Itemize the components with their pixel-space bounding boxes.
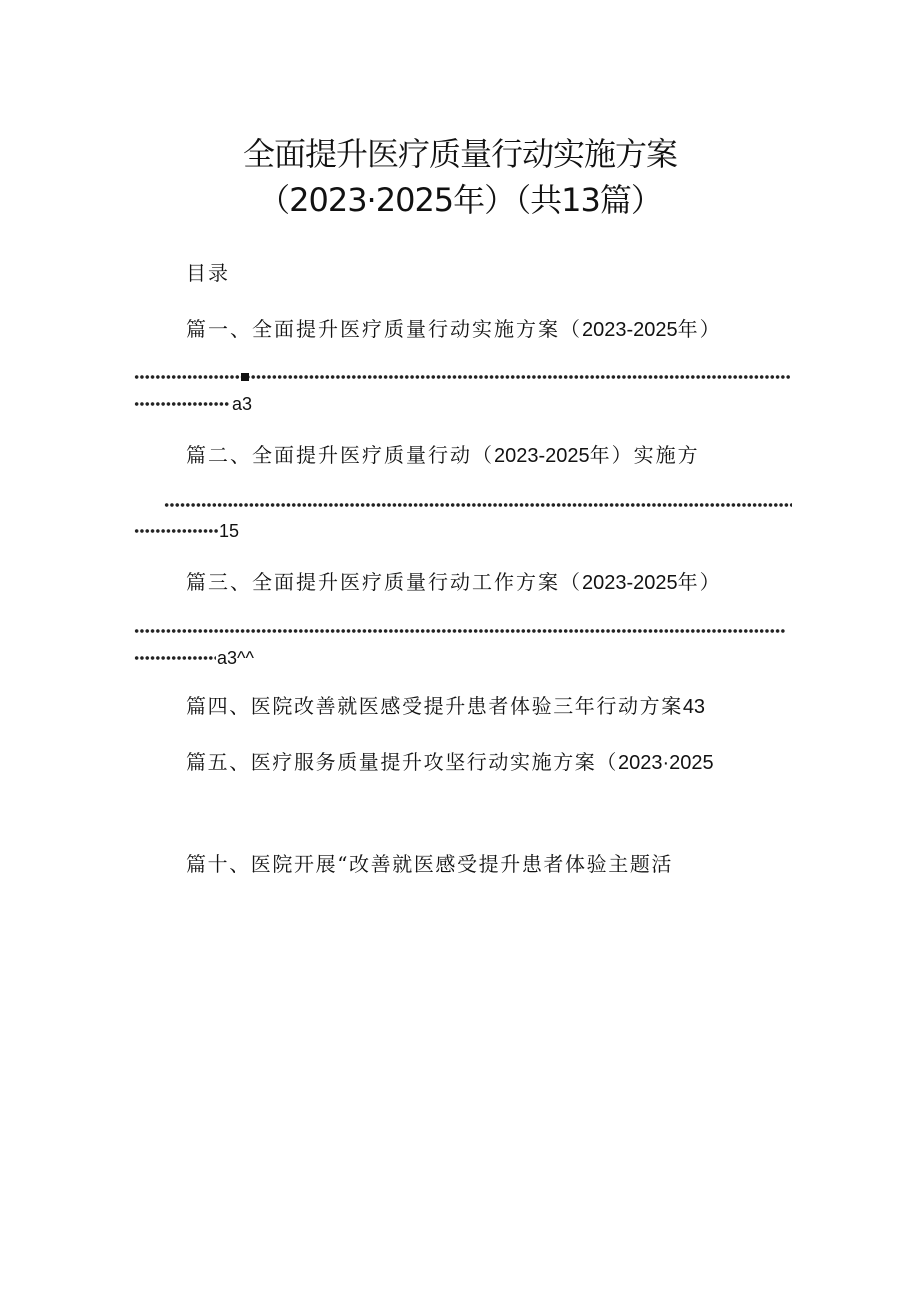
- toc-entry-1-suffix: 年）: [677, 317, 722, 341]
- leader-square-mark: [241, 373, 249, 381]
- toc-entry-4[interactable]: [186, 692, 705, 721]
- toc-entry-5-years: 2023·2025: [618, 752, 714, 774]
- toc-entry-2-years: 2023-2025: [494, 445, 590, 467]
- toc-entry-1[interactable]: [186, 315, 722, 344]
- toc-leader-dots: [134, 400, 230, 408]
- toc-entry-3-page: a3^^: [217, 648, 254, 668]
- toc-leader-dots: [134, 527, 218, 535]
- toc-entry-3-text: 篇三、全面提升医疗质量行动工作方案（: [186, 570, 582, 594]
- toc-entry-1-page: a3: [232, 394, 253, 414]
- toc-entry-6[interactable]: [186, 850, 673, 878]
- toc-entry-3-suffix: 年）: [677, 570, 722, 594]
- toc-entry-2-suffix: 年）实施方: [589, 443, 700, 467]
- toc-entry-3-years: 2023-2025: [582, 572, 678, 594]
- toc-leader-dots: [134, 654, 216, 662]
- toc-entry-2-text: 篇二、全面提升医疗质量行动（: [186, 443, 494, 467]
- toc-entry-6-text: 篇十、医院开展“改善就医感受提升患者体验主题活: [186, 852, 674, 876]
- toc-entry-4-page: 43: [682, 696, 706, 718]
- toc-leader-dots: [164, 501, 792, 509]
- toc-entry-4-text: 篇四、医院改善就医感受提升患者体验三年行动方案: [186, 694, 683, 718]
- toc-leader-dots: [134, 373, 790, 381]
- document-title-line2: （2023·2025年）（共13篇）: [258, 181, 662, 219]
- toc-leader-dots: [134, 627, 786, 635]
- toc-entry-5[interactable]: [186, 748, 714, 777]
- toc-entry-2-page: 15: [219, 521, 240, 541]
- document-title-line1: 全面提升医疗质量行动实施方案: [242, 135, 677, 173]
- toc-entry-3[interactable]: [186, 568, 722, 597]
- toc-entry-1-text: 篇一、全面提升医疗质量行动实施方案（: [186, 317, 582, 341]
- toc-entry-2[interactable]: [186, 441, 700, 470]
- toc-entry-5-text: 篇五、医疗服务质量提升攻坚行动实施方案（: [186, 750, 618, 774]
- toc-heading: 目录: [186, 261, 230, 285]
- toc-entry-1-years: 2023-2025: [582, 319, 678, 341]
